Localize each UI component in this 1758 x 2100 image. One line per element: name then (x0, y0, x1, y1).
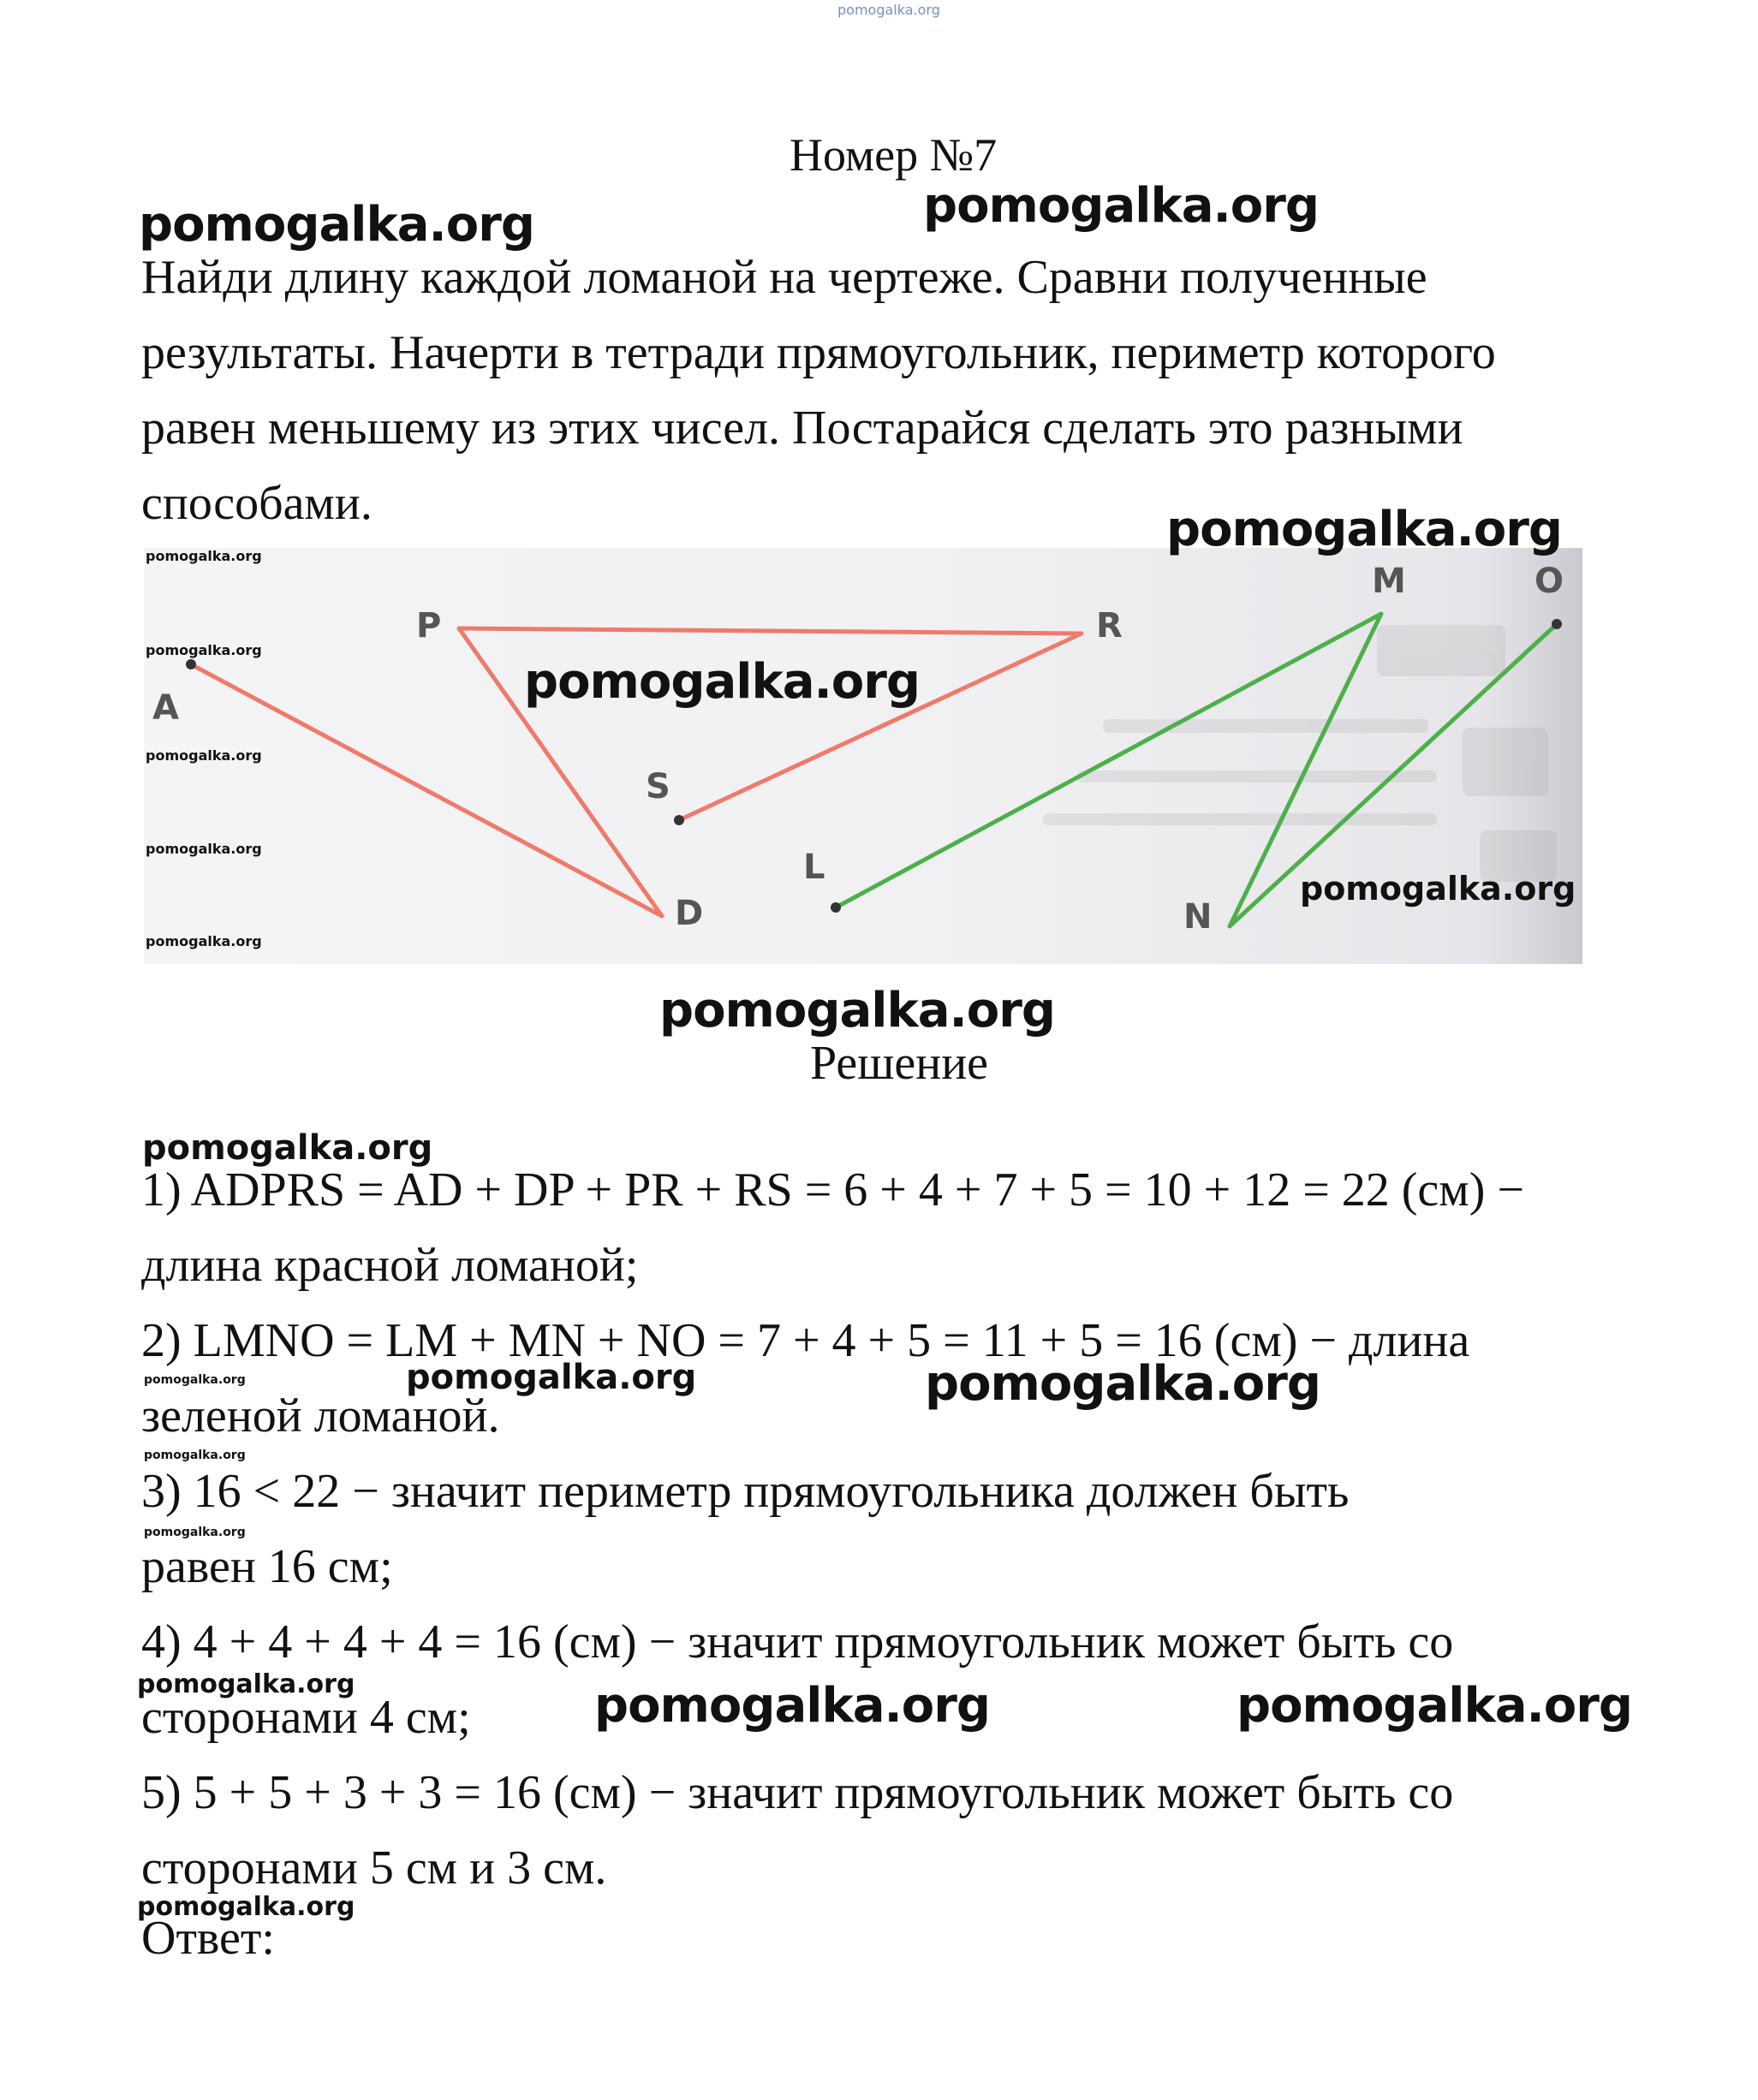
watermark: pomogalka.org (1237, 1678, 1632, 1734)
point-a (186, 659, 196, 669)
label-s: S (646, 767, 670, 806)
watermark: pomogalka.org (144, 1526, 246, 1539)
top-watermark: pomogalka.org (837, 2, 940, 18)
watermark: pomogalka.org (146, 642, 262, 658)
task-line-2: результаты. Начерти в тетради прямоугольник, периметр которого (141, 326, 1496, 379)
solution-line-8: сторонами 4 см; (141, 1691, 471, 1744)
solution-line-7: 4) 4 + 4 + 4 + 4 = 16 (см) − значит прямоугольник может быть со (141, 1615, 1454, 1669)
solution-line-4: зеленой ломаной. (141, 1389, 500, 1443)
watermark: pomogalka.org (137, 1669, 355, 1699)
label-d: D (675, 894, 704, 933)
watermark: pomogalka.org (1300, 870, 1576, 907)
watermark: pomogalka.org (925, 1356, 1320, 1412)
solution-line-2: длина красной ломаной; (141, 1239, 639, 1292)
label-a: A (152, 688, 179, 728)
solution-line-1: 1) ADPRS = AD + DP + PR + RS = 6 + 4 + 7 + 5 = 10 + 12 = 22 (см) − (141, 1163, 1524, 1217)
watermark: pomogalka.org (1166, 502, 1562, 557)
watermark: pomogalka.org (146, 933, 262, 949)
label-l: L (803, 848, 825, 887)
page-title: Номер №7 (790, 129, 998, 181)
watermark: pomogalka.org (142, 1128, 433, 1168)
label-r: R (1096, 606, 1123, 645)
solution-heading: Решение (810, 1037, 989, 1090)
watermark: pomogalka.org (923, 178, 1319, 234)
watermark: pomogalka.org (144, 1449, 246, 1462)
watermark: pomogalka.org (594, 1678, 990, 1734)
watermark: pomogalka.org (139, 197, 534, 253)
solution-line-9: 5) 5 + 5 + 3 + 3 = 16 (см) − значит прямоугольник может быть со (141, 1766, 1454, 1819)
watermark: pomogalka.org (406, 1358, 697, 1397)
label-p: P (416, 606, 442, 645)
point-o (1552, 619, 1562, 629)
watermark: pomogalka.org (146, 747, 262, 764)
solution-line-3: 2) LMNO = LM + MN + NO = 7 + 4 + 5 = 11 + 5 = 16 (см) − длина (141, 1314, 1470, 1367)
watermark: pomogalka.org (524, 654, 920, 710)
label-o: O (1535, 562, 1564, 601)
task-line-3: равен меньшему из этих чисел. Постарайся сделать это разными (141, 402, 1463, 455)
solution-line-6: равен 16 см; (141, 1540, 393, 1593)
point-s (674, 815, 684, 825)
watermark: pomogalka.org (144, 1373, 246, 1387)
point-l (831, 902, 841, 913)
solution-line-10: сторонами 5 см и 3 см. (141, 1841, 607, 1895)
watermark: pomogalka.org (146, 841, 262, 857)
answer-label: Ответ: (141, 1912, 275, 1965)
solution-line-5: 3) 16 < 22 − значит периметр прямоугольника должен быть (141, 1465, 1350, 1518)
label-m: M (1372, 562, 1406, 601)
task-line-1: Найди длину каждой ломаной на чертеже. Сравни полученные (141, 251, 1427, 304)
label-n: N (1183, 897, 1213, 937)
watermark: pomogalka.org (146, 548, 262, 564)
task-line-4: способами. (141, 477, 372, 530)
watermark: pomogalka.org (659, 983, 1055, 1038)
watermark: pomogalka.org (137, 1892, 355, 1922)
